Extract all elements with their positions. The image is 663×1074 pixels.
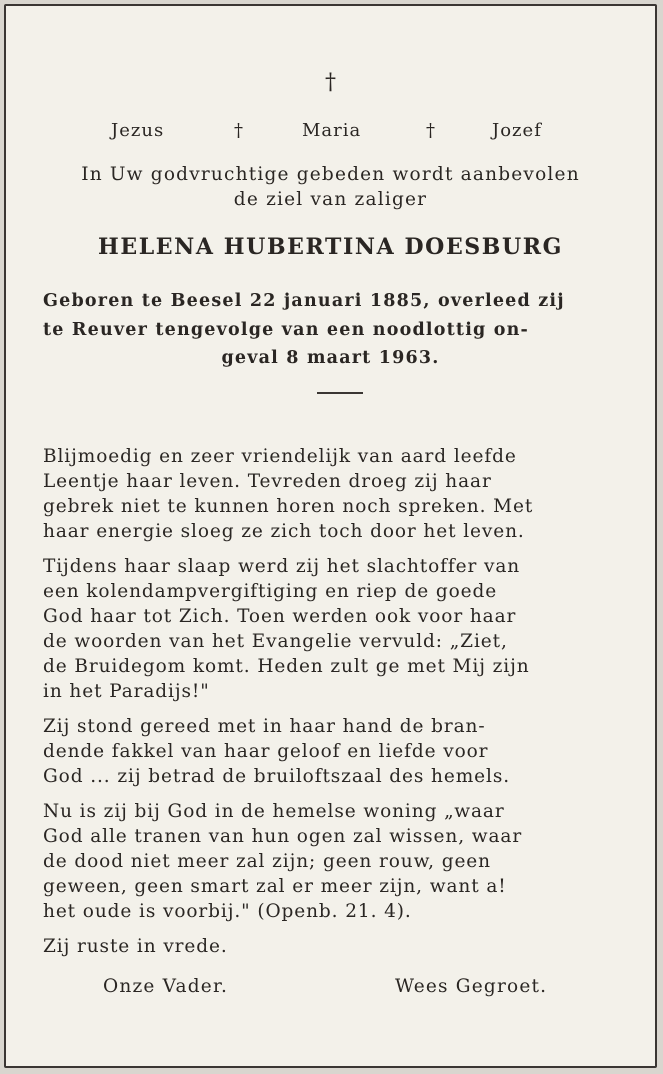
body-line: geween, geen smart zal er meer zijn, want a! <box>43 876 507 897</box>
cross-icon: † <box>234 120 244 141</box>
divider <box>317 392 363 394</box>
saint-jezus: Jezus <box>111 120 165 141</box>
body-line: God alle tranen van hun ogen zal wissen, waar <box>43 826 523 847</box>
prayer-wees-gegroet: Wees Gegroet. <box>395 976 548 997</box>
body-line: dende fakkel van haar geloof en liefde voor <box>43 741 489 762</box>
body-line: God ... zij betrad de bruiloftszaal des hemels. <box>43 766 510 787</box>
memorial-card <box>4 4 657 1068</box>
birth-line: te Reuver tengevolge van een noodlottig on- <box>43 320 530 340</box>
birth-line: Geboren te Beesel 22 januari 1885, overleed zij <box>43 291 565 311</box>
deceased-name: HELENA HUBERTINA DOESBURG <box>97 234 564 260</box>
saint-maria: Maria <box>302 120 362 141</box>
prayer-onze-vader: Onze Vader. <box>103 976 229 997</box>
body-line: de dood niet meer zal zijn; geen rouw, geen <box>43 851 491 872</box>
body-line: in het Paradijs!" <box>43 681 210 702</box>
birth-line: geval 8 maart 1963. <box>221 348 440 368</box>
closing-line: Zij ruste in vrede. <box>43 936 228 957</box>
body-line: Leentje haar leven. Tevreden droeg zij haar <box>43 471 492 492</box>
body-line: gebrek niet te kunnen horen noch spreken. Met <box>43 496 534 517</box>
body-line: haar energie sloeg ze zich toch door het leven. <box>43 521 525 542</box>
intro-line: In Uw godvruchtige gebeden wordt aanbevolen <box>81 164 580 185</box>
body-line: God haar tot Zich. Toen werden ook voor haar <box>43 606 517 627</box>
body-line: een kolendampvergiftiging en riep de goede <box>43 581 498 602</box>
body-line: Blijmoedig en zeer vriendelijk van aard leefde <box>43 446 517 467</box>
body-line: Zij stond gereed met in haar hand de bran- <box>43 716 486 737</box>
body-line: Tijdens haar slaap werd zij het slachtoffer van <box>43 556 521 577</box>
body-line: het oude is voorbij." (Openb. 21. 4). <box>43 901 412 922</box>
cross-icon: † <box>325 70 336 95</box>
intro-line: de ziel van zaliger <box>233 189 428 210</box>
saint-jozef: Jozef <box>492 120 542 141</box>
body-line: Nu is zij bij God in de hemelse woning „waar <box>43 801 505 822</box>
body-line: de Bruidegom komt. Heden zult ge met Mij zijn <box>43 656 530 677</box>
body-line: de woorden van het Evangelie vervuld: „Ziet, <box>43 631 508 652</box>
cross-icon: † <box>426 120 436 141</box>
